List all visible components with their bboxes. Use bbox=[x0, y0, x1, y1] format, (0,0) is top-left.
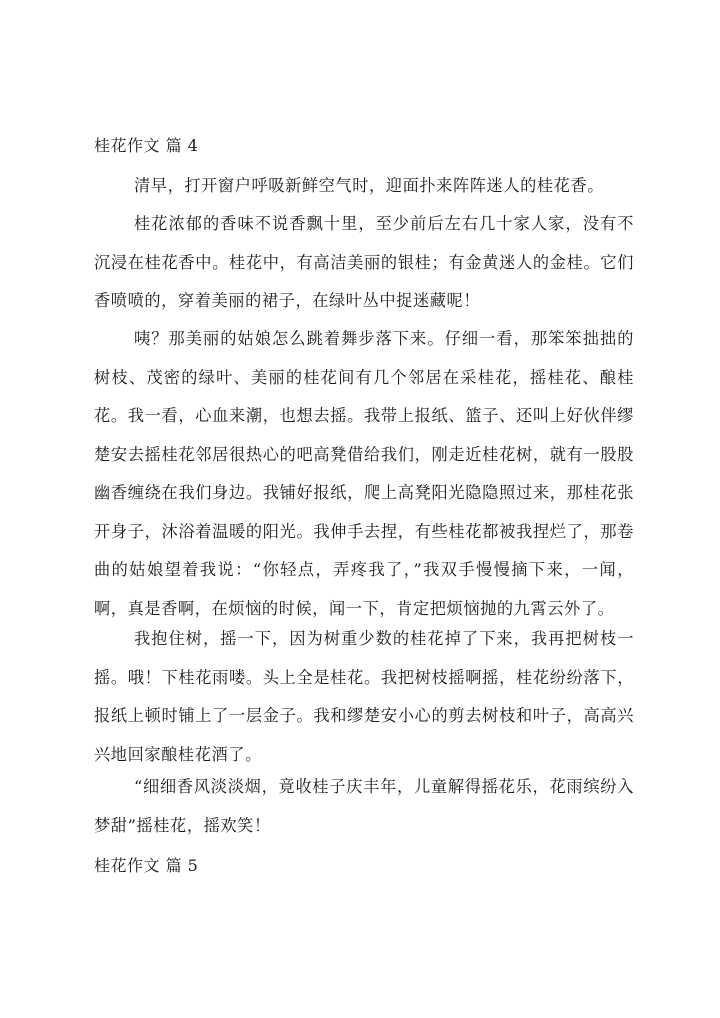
paragraph-5: “细细香风淡淡烟，竟收桂子庆丰年，儿童解得摇花乐，花雨缤纷入梦甜”摇桂花，摇欢笑！ bbox=[94, 777, 634, 835]
paragraph-2: 桂花浓郁的香味不说香飘十里，至少前后左右几十家人家，没有不沉浸在桂花香中。桂花中，有高洁美丽的银桂；有金黄迷人的金桂。它们香喷喷的，穿着美丽的裙子，在绿叶丛中捉迷藏呢！ bbox=[94, 214, 634, 310]
paragraph-4: 我抱住树，摇一下，因为树重少数的桂花掉了下来，我再把树枝一摇。哦！下桂花雨喽。头上全是桂花。我把树枝摇啊摇，桂花纷纷落下，报纸上顿时铺上了一层金子。我和缪楚安小心的剪去树枝和叶子，高高兴兴地回家酿桂花酒了。 bbox=[94, 629, 634, 764]
paragraph-1: 清早，打开窗户呼吸新鲜空气时，迎面扑来阵阵迷人的桂花香。 bbox=[134, 176, 605, 195]
paragraph-3: 咦？那美丽的姑娘怎么跳着舞步落下来。仔细一看，那笨笨拙拙的树枝、茂密的绿叶、美丽的桂花间有几个邻居在采桂花，摇桂花、酿桂花。我一看，心血来潮，也想去摇。我带上报纸、篮子、还叫上好伙伴缪楚安去摇桂花邻居很热心的吧高凳借给我们，刚走近桂花树，就有一股股幽香缠绕在我们身边。我铺好报纸，爬上高凳阳光隐隐照过来，那桂花张开身子，沐浴着温暖的阳光。我伸手去捏，有些桂花都被我捏烂了，那卷曲的姑娘望着我说：“你轻点，弄疼我了，”我双手慢慢摘下来，一闻，啊，真是香啊，在烦恼的时候，闻一下，肯定把烦恼抛的九霄云外了。 bbox=[94, 329, 634, 618]
section-heading-4: 桂花作文 篇 4 bbox=[94, 136, 199, 155]
section-heading-5: 桂花作文 篇 5 bbox=[94, 856, 199, 875]
